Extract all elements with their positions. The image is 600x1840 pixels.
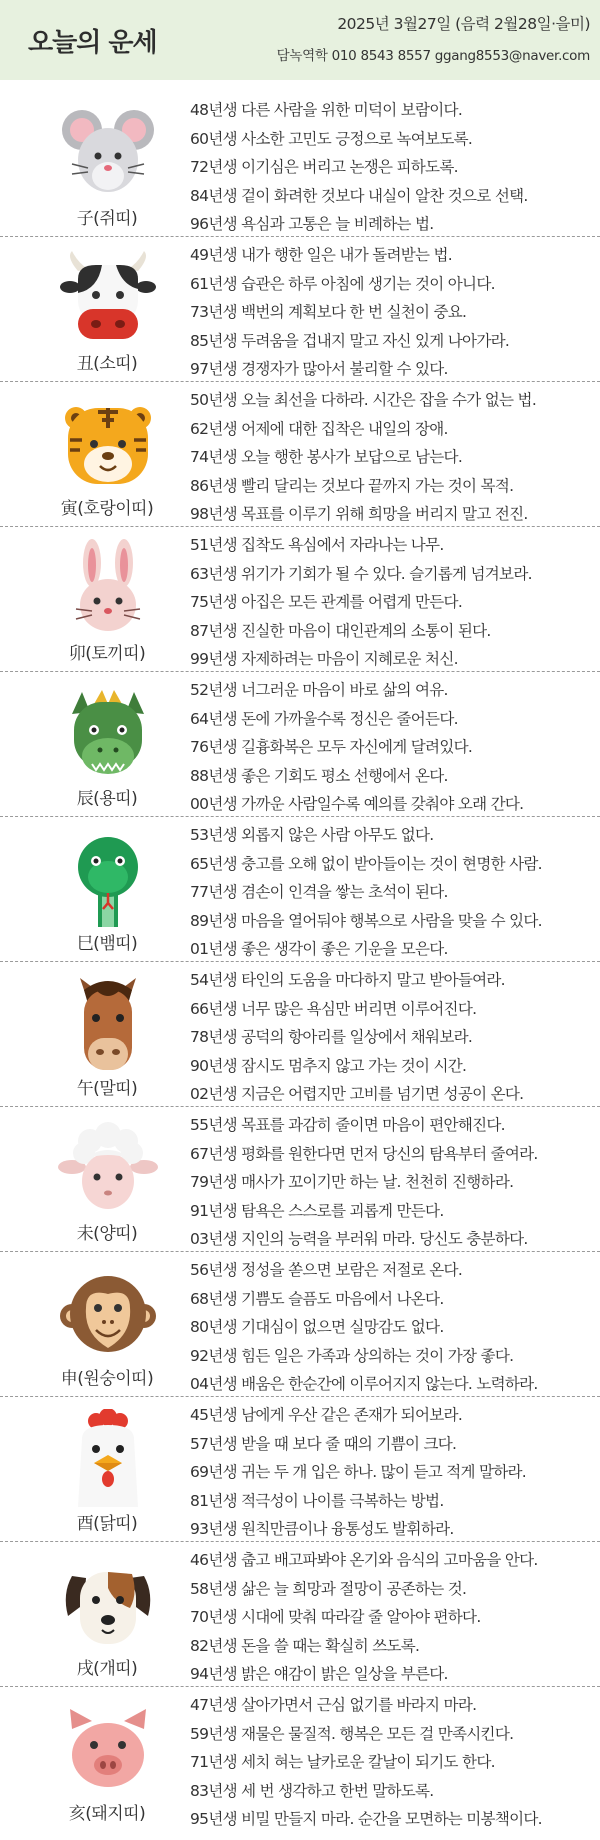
fortune-line: 48년생 다른 사람을 위한 미덕이 보람이다.	[190, 101, 463, 119]
fortune-line: 52년생 너그러운 마음이 바로 삶의 여유.	[190, 681, 448, 699]
fortune-line: 47년생 살아가면서 근심 없기를 바라지 마라.	[190, 1696, 477, 1714]
zodiac-row-ox	[0, 237, 600, 382]
zodiac-row-rat	[0, 92, 600, 237]
animal-cell	[12, 245, 162, 382]
fortune-line: 68년생 기쁨도 슬픔도 마음에서 나온다.	[190, 1289, 444, 1308]
fortune-line: 83년생 세 번 생각하고 한번 말하도록.	[190, 1781, 434, 1800]
tiger-icon	[58, 394, 158, 494]
fortune-line: 73년생 백번의 계획보다 한 번 실천이 중요.	[190, 303, 467, 322]
animal-cell	[12, 535, 162, 672]
fortune-line: 55년생 목표를 과감히 줄이면 마음이 편안해진다.	[190, 1116, 505, 1134]
animal-cell	[12, 1405, 162, 1542]
animal-cell	[12, 100, 162, 237]
fortune-line: 51년생 집착도 욕심에서 자라나는 나무.	[190, 536, 444, 554]
fortune-lines	[190, 96, 595, 239]
animal-cell	[12, 1695, 162, 1832]
pig-icon	[58, 1699, 158, 1799]
ox-icon	[58, 249, 158, 349]
fortune-line: 02년생 지금은 어렵지만 고비를 넘기면 성공이 온다.	[190, 1085, 524, 1104]
fortune-line: 01년생 좋은 생각이 좋은 기운을 모은다.	[190, 940, 448, 959]
page-title: 오늘의 운세	[28, 28, 157, 58]
animal-label: 亥(돼지띠)	[68, 1804, 146, 1824]
fortune-lines	[190, 386, 595, 529]
fortune-line: 96년생 욕심과 고통은 늘 비례하는 법.	[190, 215, 434, 234]
zodiac-list	[0, 92, 600, 1832]
fortune-line: 80년생 기대심이 없으면 실망감도 없다.	[190, 1318, 444, 1337]
fortune-lines	[190, 241, 595, 384]
snake-icon	[58, 829, 158, 929]
fortune-lines	[190, 1111, 595, 1254]
fortune-line: 94년생 밝은 얘감이 밝은 일상을 부른다.	[190, 1665, 448, 1684]
fortune-line: 99년생 자제하려는 마음이 지혜로운 처신.	[190, 650, 458, 669]
zodiac-row-sheep	[0, 1107, 600, 1252]
fortune-line: 75년생 아집은 모든 관계를 어렵게 만든다.	[190, 593, 463, 612]
fortune-line: 62년생 어제에 대한 집착은 내일의 장애.	[190, 419, 448, 438]
fortune-line: 56년생 정성을 쏟으면 보람은 저절로 온다.	[190, 1261, 463, 1279]
dragon-icon	[58, 684, 158, 784]
fortune-lines	[190, 1546, 595, 1689]
fortune-line: 54년생 타인의 도움을 마다하지 말고 받아들여라.	[190, 971, 505, 989]
animal-label: 未(양띠)	[76, 1224, 138, 1244]
fortune-line: 63년생 위기가 기회가 될 수 있다. 슬기롭게 넘겨보라.	[190, 564, 532, 583]
fortune-line: 59년생 재물은 물질적. 행복은 모든 걸 만족시킨다.	[190, 1724, 514, 1743]
animal-cell	[12, 970, 162, 1107]
fortune-line: 82년생 돈을 쓸 때는 확실히 쓰도록.	[190, 1636, 420, 1655]
fortune-line: 88년생 좋은 기회도 평소 선행에서 온다.	[190, 766, 448, 785]
fortune-line: 46년생 춥고 배고파봐야 온기와 음식의 고마움을 안다.	[190, 1551, 538, 1569]
zodiac-row-tiger	[0, 382, 600, 527]
fortune-line: 64년생 돈에 가까울수록 정신은 줄어든다.	[190, 709, 458, 728]
animal-label: 午(말띠)	[76, 1079, 138, 1099]
fortune-line: 98년생 목표를 이루기 위해 희망을 버리지 말고 전진.	[190, 505, 528, 524]
zodiac-row-rooster	[0, 1397, 600, 1542]
animal-label: 戌(개띠)	[76, 1659, 138, 1679]
zodiac-row-dog	[0, 1542, 600, 1687]
fortune-line: 79년생 매사가 꼬이기만 하는 날. 천천히 진행하라.	[190, 1173, 514, 1192]
fortune-line: 91년생 탐욕은 스스로를 괴롭게 만든다.	[190, 1201, 444, 1220]
fortune-line: 90년생 잠시도 멈추지 않고 가는 것이 시간.	[190, 1056, 467, 1075]
fortune-lines	[190, 531, 595, 674]
fortune-line: 58년생 삶은 늘 희망과 절망이 공존하는 것.	[190, 1579, 467, 1598]
fortune-lines	[190, 821, 595, 964]
animal-label: 申(원숭이띠)	[60, 1369, 154, 1389]
animal-cell	[12, 1260, 162, 1397]
sheep-icon	[58, 1119, 158, 1219]
fortune-line: 77년생 겸손이 인격을 쌓는 초석이 된다.	[190, 883, 448, 902]
fortune-line: 60년생 사소한 고민도 긍정으로 녹여보도록.	[190, 129, 473, 148]
header	[0, 0, 600, 80]
fortune-lines	[190, 1256, 595, 1399]
animal-cell	[12, 1550, 162, 1687]
fortune-line: 45년생 남에게 우산 같은 존재가 되어보라.	[190, 1406, 463, 1424]
fortune-line: 71년생 세치 혀는 날카로운 칼날이 되기도 한다.	[190, 1753, 495, 1772]
fortune-line: 04년생 배움은 한순간에 이루어지지 않는다. 노력하라.	[190, 1375, 538, 1394]
contact-line: 담녹역학 010 8543 8557 ggang8553@naver.com	[276, 48, 590, 64]
animal-label: 寅(호랑이띠)	[60, 499, 154, 519]
fortune-line: 70년생 시대에 맞춰 따라갈 줄 알아야 편하다.	[190, 1608, 481, 1627]
zodiac-row-rabbit	[0, 527, 600, 672]
fortune-line: 61년생 습관은 하루 아침에 생기는 것이 아니다.	[190, 274, 495, 293]
fortune-line: 84년생 겉이 화려한 것보다 내실이 알찬 것으로 선택.	[190, 186, 528, 205]
zodiac-row-horse	[0, 962, 600, 1107]
animal-cell	[12, 680, 162, 817]
animal-label: 丑(소띠)	[76, 354, 138, 374]
fortune-line: 00년생 가까운 사람일수록 예의를 갖춰야 오래 간다.	[190, 795, 524, 814]
fortune-line: 87년생 진실한 마음이 대인관계의 소통이 된다.	[190, 621, 491, 640]
animal-cell	[12, 825, 162, 962]
rooster-icon	[58, 1409, 158, 1509]
animal-label: 子(쥐띠)	[76, 209, 138, 229]
fortune-line: 81년생 적극성이 나이를 극복하는 방법.	[190, 1491, 444, 1510]
animal-cell	[12, 390, 162, 527]
horse-icon	[58, 974, 158, 1074]
zodiac-row-dragon	[0, 672, 600, 817]
fortune-line: 95년생 비밀 만들지 마라. 순간을 모면하는 미봉책이다.	[190, 1810, 542, 1829]
fortune-lines	[190, 966, 595, 1109]
animal-cell	[12, 1115, 162, 1252]
fortune-line: 93년생 원칙만큼이나 융통성도 발휘하라.	[190, 1520, 454, 1539]
animal-label: 巳(뱀띠)	[76, 934, 138, 954]
fortune-line: 53년생 외롭지 않은 사람 아무도 없다.	[190, 826, 434, 844]
fortune-line: 65년생 충고를 오해 없이 받아들이는 것이 현명한 사람.	[190, 854, 542, 873]
animal-label: 卯(토끼띠)	[68, 644, 146, 664]
zodiac-row-pig	[0, 1687, 600, 1832]
fortune-lines	[190, 1691, 595, 1834]
fortune-line: 66년생 너무 많은 욕심만 버리면 이루어진다.	[190, 999, 477, 1018]
rat-icon	[58, 104, 158, 204]
zodiac-row-snake	[0, 817, 600, 962]
dog-icon	[58, 1554, 158, 1654]
fortune-line: 49년생 내가 행한 일은 내가 돌려받는 법.	[190, 246, 453, 264]
fortune-line: 72년생 이기심은 버리고 논쟁은 피하도록.	[190, 158, 458, 177]
fortune-line: 97년생 경쟁자가 많아서 불리할 수 있다.	[190, 360, 448, 379]
rabbit-icon	[58, 539, 158, 639]
fortune-line: 67년생 평화를 원한다면 먼저 당신의 탐욕부터 줄여라.	[190, 1144, 538, 1163]
fortune-line: 85년생 두려움을 겁내지 말고 자신 있게 나아가라.	[190, 331, 510, 350]
date-line: 2025년 3월27일 (음력 2월28일·을미)	[337, 15, 590, 33]
zodiac-row-monkey	[0, 1252, 600, 1397]
monkey-icon	[58, 1264, 158, 1364]
fortune-line: 50년생 오늘 최선을 다하라. 시간은 잡을 수가 없는 법.	[190, 391, 537, 409]
animal-label: 酉(닭띠)	[76, 1514, 138, 1534]
fortune-line: 76년생 길흉화복은 모두 자신에게 달려있다.	[190, 738, 473, 757]
fortune-line: 69년생 귀는 두 개 입은 하나. 많이 듣고 적게 말하라.	[190, 1463, 527, 1482]
fortune-line: 89년생 마음을 열어둬야 행복으로 사람을 맞을 수 있다.	[190, 911, 542, 930]
fortune-line: 03년생 지인의 능력을 부러워 마라. 당신도 충분하다.	[190, 1230, 528, 1249]
fortune-lines	[190, 676, 595, 819]
fortune-lines	[190, 1401, 595, 1544]
fortune-line: 74년생 오늘 행한 봉사가 보답으로 남는다.	[190, 448, 463, 467]
fortune-line: 86년생 빨리 달리는 것보다 끝까지 가는 것이 목적.	[190, 476, 514, 495]
fortune-line: 57년생 받을 때 보다 줄 때의 기쁨이 크다.	[190, 1434, 457, 1453]
animal-label: 辰(용띠)	[76, 789, 138, 809]
fortune-line: 92년생 힘든 일은 가족과 상의하는 것이 가장 좋다.	[190, 1346, 514, 1365]
fortune-line: 78년생 공덕의 항아리를 일상에서 채워보라.	[190, 1028, 473, 1047]
